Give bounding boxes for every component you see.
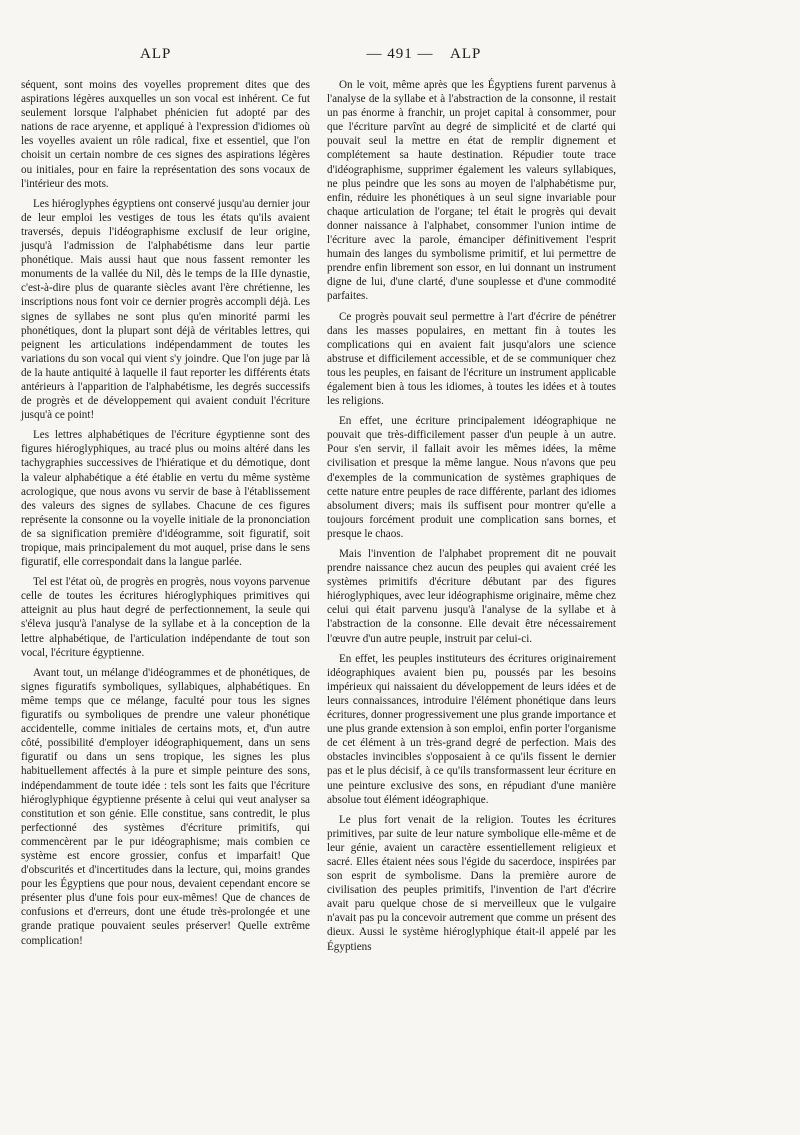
header-left-keyword: ALP: [140, 46, 172, 62]
paragraph: En effet, une écriture principalement idéographique ne pouvait que très-difficilement passer d'un peuple à un autre. Pour s'en servir, il fallait avoir les mêmes idées, la même civilisation et presque la même langue. Nous n'avons que peu d'exemples de la communication de systèmes graphiques de cette nature entre peuples de race différente, parlant des idiomes absolument divers; mais ils suffisent pour montrer qu'elle a toujours forcément produit une complication sans bornes, et presque le chaos.: [327, 415, 616, 540]
paragraph: séquent, sont moins des voyelles proprement dites que des aspirations légères auxquelles un son vocal est inhérent. Ce fut seulement lorsque l'alphabet phénicien fut adopté par des nations de race aryenne, et appliqué à l'expression d'idiomes où les voyelles avaient un rôle radical, fixe et essentiel, que l'on choisit un certain nombre de ces signes des aspirations légères ou initiales, pour en faire la représentation des sons vocaux de l'intérieur des mots.: [21, 79, 310, 190]
paragraph: On le voit, même après que les Égyptiens furent parvenus à l'analyse de la syllabe et à l'abstraction de la consonne, il restait un pas énorme à franchir, un projet capital à consommer, pour que l'écriture parvînt au degré de simplicité et de clarté qui pouvait seul la mettre en état de remplir dignement et complétement sa haute destination. Répudier toute trace d'idéographisme, supprimer également les valeurs syllabiques, ne plus peindre que les sons au moyen de l'alphabétisme pur, enfin, réduire les phonétiques à un seul signe invariable pour chaque articulation de l'organe; tel était le progrès qui devait donner naissance à l'alphabet, consommer l'union intime de l'écriture avec la parole, émanciper définitivement l'esprit humain des langes du symbolisme primitif, et lui permettre de prendre enfin librement son essor, en lui donnant un instrument digne de lui, d'une clarté, d'une souplesse et d'une commodité parfaites.: [327, 79, 616, 303]
running-header: [0, 46, 800, 70]
paragraph: Mais l'invention de l'alphabet proprement dit ne pouvait prendre naissance chez aucun des peuples qui avaient créé les systèmes primitifs d'écriture débutant par des figures hiéroglyphiques, avec leur idéographisme originaire, même chez celui qui était parvenu jusqu'à l'analyse de la syllabe et à l'abstraction de la consonne. Elle devait être nécessairement l'œuvre d'un autre peuple, instruit par celui-ci.: [327, 548, 616, 645]
paragraph: Ce progrès pouvait seul permettre à l'art d'écrire de pénétrer dans les masses populaires, en mettant fin à toutes les complications qui en avaient fait jusqu'alors une science abstruse et difficilement accessible, et de se communiquer chez tous les peuples, en faisant de l'écriture un instrument applicable également bien à tous les idiomes, à toutes les idées et à toutes les religions.: [327, 310, 616, 408]
paragraph: Les hiéroglyphes égyptiens ont conservé jusqu'au dernier jour de leur emploi les vestiges de tous les états qu'ils avaient traversés, depuis l'idéographisme exclusif de leur origine, jusqu'à l'admission de l'alphabétisme dans leur partie phonétique. Mais aussi haut que nous fassent remonter les monuments de la vallée du Nil, dès le temps de la IIIe dynastie, c'est-à-dire plus de quarante siècles avant l'ère chrétienne, les inscriptions nous font voir ce dernier progrès accompli déjà. Les signes de syllabes ne sont plus qu'en minorité parmi les phonétiques, dont la plupart sont déjà de véritables lettres, qui peignent les articulations indépendamment de toutes les variations du son vocal qui vient s'y joindre. Que l'on juge par là de la haute antiquité à laquelle il faut reporter les différents états antérieurs à l'apparition de l'alphabétisme, les degrés successifs de progrès et de développement qui avaient conduit l'écriture jusqu'à ce point!: [21, 197, 310, 422]
right-text-column: [327, 78, 616, 960]
page-number: — 491 —: [366, 46, 434, 62]
left-text-column: [21, 78, 310, 954]
paragraph: Les lettres alphabétiques de l'écriture égyptienne sont des figures hiéroglyphiques, au tracé plus ou moins altéré dans les tachygraphies successives de l'hiératique et du démotique, dont la valeur alphabétique a été établie en vertu du même système acrologique, que nous avons vu servir de base à l'établissement des valeurs des signes de syllabes. Chacune de ces figures représente la consonne ou la voyelle initiale de la prononciation de sa signification première d'idéogramme, soit figuratif, soit tropique, mais principalement du mot auquel, prise dans le sens figuratif, elle correspondait dans la langue parlée.: [21, 429, 310, 569]
paragraph: Tel est l'état où, de progrès en progrès, nous voyons parvenue celle de toutes les écritures hiéroglyphiques primitives qui atteignit au plus haut degré de perfectionnement, la seule qui s'éleva jusqu'à l'analyse de la syllabe et à la conception de la lettre alphabétique, de l'articulation indépendante de tout son vocal, l'écriture égyptienne.: [21, 576, 310, 659]
paragraph: Avant tout, un mélange d'idéogrammes et de phonétiques, de signes figuratifs symboliques, syllabiques, alphabétiques. En même temps que ce mélange, faculté pour tous les signes figuratifs ou symboliques de prendre une valeur phonétique accidentelle, comme initiales de certains mots, et, d'un autre côté, possibilité d'employer idéographiquement, dans un sens figuratif ou dans un sens tropique, les signes les plus habituellement affectés à la pure et simple peinture des sons, indépendamment de toute idée : tels sont les faits que l'écriture hiéroglyphique égyptienne présente à celui qui veut analyser sa constitution et son génie. Elle constitue, sans contredit, le plus perfectionné des systèmes d'écriture primitifs, qui commencèrent par le pur idéographisme; mais combien ce système est encore grossier, confus et imparfait! Que d'obscurités et d'incertitudes dans la lecture, qui, moins grandes pour les Égyptiens que pour nous, devaient cependant encore se présenter plus d'une fois pour eux-mêmes! Que de chances de confusions et d'erreurs, dont une étude très-prolongée et une grande pratique pouvaient seules préserver! Quelle extrême complication!: [21, 666, 310, 947]
header-right-keyword: ALP: [450, 46, 482, 62]
paragraph: En effet, les peuples instituteurs des écritures originairement idéographiques avaient bien pu, poussés par les besoins impérieux qui naissaient du développement de leurs idées et de leurs connaissances, introduire l'élément phonétique dans leurs écritures, donner progressivement une plus grande importance et une plus grande extension à son emploi, enfin porter l'organisme de cet élément à un très-grand degré de perfection. Mais des obstacles invincibles s'opposaient à ce qu'ils fissent le dernier pas et le plus décisif, à ce qu'ils transformassent leur écriture en une peinture exclusive des sons, en répudiant d'une manière absolue tout élément idéographique.: [327, 652, 616, 806]
paragraph: Le plus fort venait de la religion. Toutes les écritures primitives, par suite de leur nature symbolique elle-même et de leur génie, avaient un caractère essentiellement religieux et sacré. Elles étaient nées sous l'égide du sacerdoce, inspirées par son esprit de symbolisme. Dans la première aurore de civilisation des peuples primitifs, l'invention de l'art d'écrire avait paru quelque chose de si merveilleux que le vulgaire n'avait pas pu la concevoir autrement que comme un présent des dieux. Aussi le système hiéroglyphique était-il appelé par les Égyptiens: [327, 813, 616, 953]
